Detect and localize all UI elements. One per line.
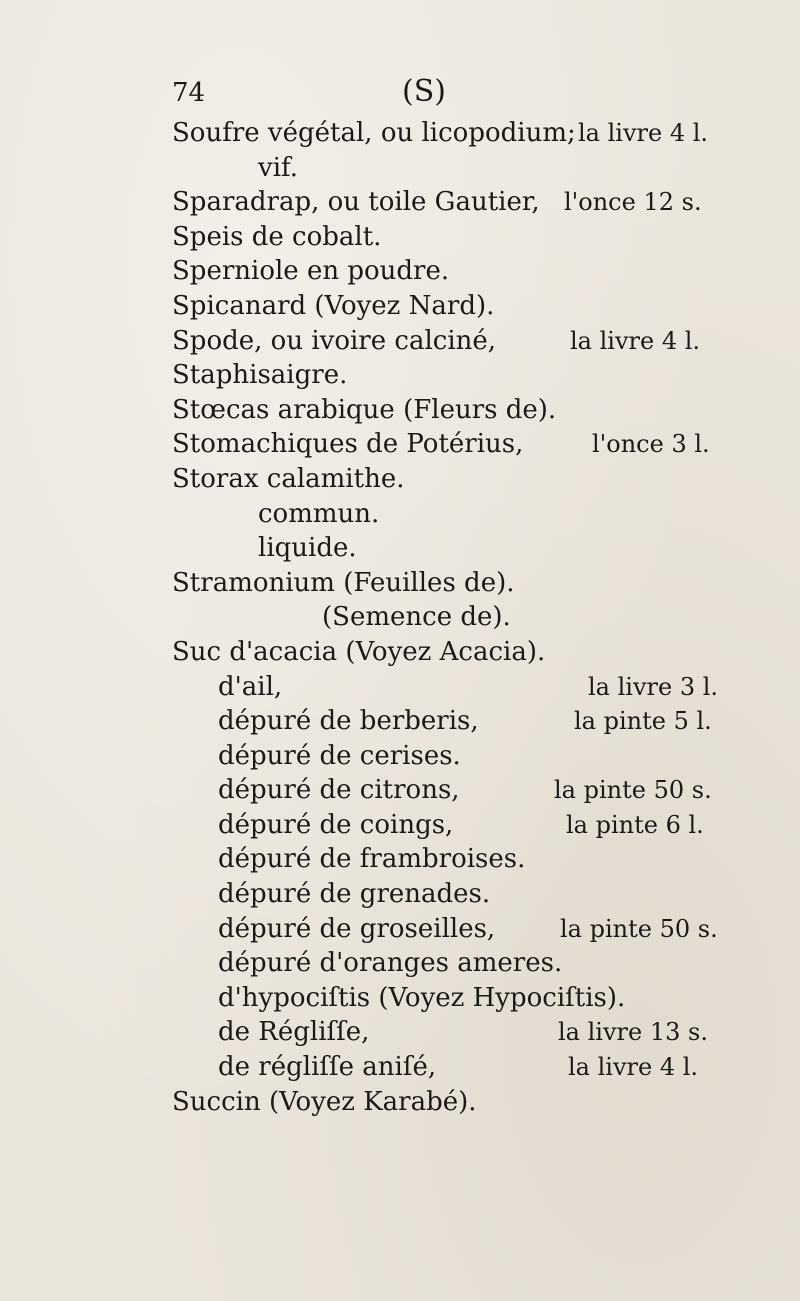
entry-item: dépuré de frambroises. <box>218 844 526 875</box>
entry-item: dépuré de grenades. <box>218 879 491 910</box>
entry-row <box>0 1015 800 1050</box>
entry-row <box>0 531 800 566</box>
entry-item: Speis de cobalt. <box>172 221 382 252</box>
entry-price: la pinte 50 s. <box>554 776 712 805</box>
entry-price: la livre 4 l. <box>568 1053 699 1082</box>
entry-item: Succin (Voyez Karabé). <box>172 1086 477 1117</box>
entry-row <box>0 427 800 462</box>
entry-price: la livre 4 l. <box>570 326 701 355</box>
entry-row <box>0 739 800 774</box>
entry-row <box>0 773 800 808</box>
entry-row <box>0 358 800 393</box>
entry-row <box>0 1050 800 1085</box>
entry-row <box>0 981 800 1016</box>
entry-row <box>0 808 800 843</box>
entry-price: la pinte 6 l. <box>566 810 704 839</box>
entry-row <box>0 185 800 220</box>
entry-price: l'once 3 l. <box>592 430 710 459</box>
entry-row <box>0 497 800 532</box>
entry-item: Suc d'acacia (Voyez Acacia). <box>172 636 546 667</box>
entry-row <box>0 151 800 186</box>
entry-row <box>0 1085 800 1120</box>
entry-item: Stramonium (Feuilles de). <box>172 567 515 598</box>
entry-price: la livre 13 s. <box>558 1018 708 1047</box>
entry-price: la pinte 5 l. <box>574 707 712 736</box>
entry-item: dépuré de berberis, <box>218 706 479 737</box>
entry-item: Stœcas arabique (Fleurs de). <box>172 394 557 425</box>
entry-item: Stomachiques de Potérius, <box>172 429 524 460</box>
entry-row <box>0 393 800 428</box>
entry-item: dépuré de coings, <box>218 809 454 840</box>
entry-item: d'hypociſtis (Voyez Hypociſtis). <box>218 982 626 1013</box>
entry-row <box>0 254 800 289</box>
running-head <box>172 74 732 114</box>
page-number: 74 <box>172 78 206 108</box>
entry-row <box>0 842 800 877</box>
entry-row <box>0 566 800 601</box>
entry-price: la livre 4 l. <box>578 119 709 147</box>
entry-row <box>0 220 800 255</box>
entry-price: la pinte 50 s. <box>560 914 718 943</box>
entry-row <box>0 704 800 739</box>
entry-row <box>0 600 800 635</box>
entry-row <box>0 324 800 359</box>
entry-row <box>0 289 800 324</box>
entry-item: Storax calamithe. <box>172 463 405 494</box>
entry-item: dépuré de groseilles, <box>218 913 496 944</box>
signature-mark: (S) <box>402 74 446 109</box>
entry-price: la livre 3 l. <box>588 672 719 701</box>
entry-item: Spode, ou ivoire calciné, <box>172 325 497 356</box>
entry-price: l'once 12 s. <box>564 188 702 217</box>
entry-row <box>0 462 800 497</box>
entry-row <box>0 670 800 705</box>
entry-row <box>0 116 800 151</box>
entry-item: vif. <box>258 152 298 183</box>
entry-item: de Régliſſe, <box>218 1017 370 1048</box>
entry-item: d'ail, <box>218 671 283 702</box>
entry-item: dépuré d'oranges ameres. <box>218 948 563 979</box>
entry-item: Sparadrap, ou toile Gautier, <box>172 187 540 218</box>
entry-item: Sperniole en poudre. <box>172 256 450 287</box>
entry-item: de régliſſe aniſé, <box>218 1052 437 1083</box>
entry-item: dépuré de citrons, <box>218 775 460 806</box>
entry-item: dépuré de cerises. <box>218 740 461 771</box>
entry-item: Soufre végétal, ou licopodium; <box>172 118 576 148</box>
entry-item: commun. <box>258 498 380 529</box>
entry-row <box>0 912 800 947</box>
entry-item: Spicanard (Voyez Nard). <box>172 290 495 321</box>
entry-item: Staphisaigre. <box>172 360 348 391</box>
entry-row <box>0 946 800 981</box>
entry-item: liquide. <box>258 533 357 564</box>
entry-row <box>0 877 800 912</box>
entry-item: (Semence de). <box>322 602 511 633</box>
entry-row <box>0 635 800 670</box>
price-list <box>0 116 800 1119</box>
